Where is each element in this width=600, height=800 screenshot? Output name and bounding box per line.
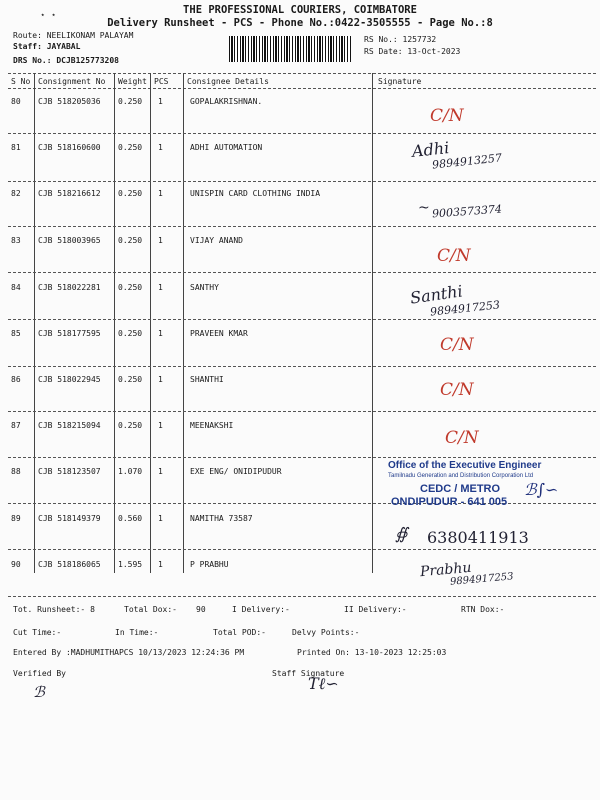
ii-delivery: II Delivery:- [344, 605, 407, 614]
col-header-consignee: Consignee Details [187, 77, 269, 86]
row-weight: 1.070 [118, 467, 143, 476]
col-divider [34, 73, 35, 573]
row-sno: 88 [11, 467, 21, 476]
row-pcs: 1 [158, 189, 163, 198]
row-signature: 6380411913 [427, 528, 529, 547]
row-pcs: 1 [158, 514, 163, 523]
rs-number: RS No.: 1257732 [364, 35, 437, 44]
row-separator [8, 411, 596, 412]
signature-scribble: Santhi [408, 281, 464, 308]
row-pcs: 1 [158, 97, 163, 106]
delvy-points: Delvy Points:- [292, 628, 360, 637]
row-pcs: 1 [158, 375, 163, 384]
col-header-weight: Weight [118, 77, 147, 86]
signature-scribble: Adhi [411, 138, 451, 161]
rs-date: RS Date: 13-Oct-2023 [364, 47, 461, 56]
row-consignee: NAMITHA 73587 [190, 514, 253, 523]
rtn-dox: RTN Dox:- [461, 605, 505, 614]
row-separator [8, 226, 596, 227]
staff-label: Staff: JAYABAL [13, 42, 81, 51]
total-dox-label: Total Dox:- [124, 605, 177, 614]
total-dox-value: 90 [196, 605, 206, 614]
row-weight: 0.560 [118, 514, 143, 523]
row-signature: 9894917253 [429, 298, 501, 319]
row-pcs: 1 [158, 421, 163, 430]
row-consignee: PRAVEEN KMAR [190, 329, 248, 338]
row-consignee: P PRABHU [190, 560, 229, 569]
row-signature: C/N [430, 106, 464, 126]
row-signature: C/N [440, 380, 474, 400]
scribble-mark: ⋆ ⋆ [40, 11, 57, 21]
row-signature: 9894913257 [431, 151, 503, 172]
row-pcs: 1 [158, 236, 163, 245]
row-sno: 89 [11, 514, 21, 523]
row-signature: C/N [445, 428, 479, 448]
runsheet-subtitle: Delivery Runsheet - PCS - Phone No.:0422-3505555 - Page No.:8 [107, 17, 493, 29]
row-consignment-no: CJB 518003965 [38, 236, 101, 245]
row-consignment-no: CJB 518160600 [38, 143, 101, 152]
row-weight: 0.250 [118, 189, 143, 198]
row-consignee: UNISPIN CARD CLOTHING INDIA [190, 189, 321, 198]
staff-signature-scribble: Tℓ∽ [308, 674, 339, 693]
i-delivery: I Delivery:- [232, 605, 290, 614]
row-pcs: 1 [158, 283, 163, 292]
row-weight: 0.250 [118, 375, 143, 384]
row-sno: 82 [11, 189, 21, 198]
row-separator [8, 272, 596, 273]
route-label: Route: NEELIKONAM PALAYAM [13, 31, 134, 40]
row-signature: 9894917253 [449, 571, 514, 588]
row-separator [8, 181, 596, 182]
cut-time: Cut Time:- [13, 628, 62, 637]
table-bottom-line [8, 596, 596, 597]
signature-scribble: Prabhu [419, 559, 473, 581]
row-consignment-no: CJB 518215094 [38, 421, 101, 430]
row-consignee: GOPALAKRISHNAN. [190, 97, 263, 106]
verifier-initials: ℬ [33, 683, 45, 701]
row-signature: 9003573374 [431, 202, 503, 221]
row-consignment-no: CJB 518186065 [38, 560, 101, 569]
row-sno: 80 [11, 97, 21, 106]
row-weight: 1.595 [118, 560, 143, 569]
in-time: In Time:- [115, 628, 159, 637]
row-consignee: VIJAY ANAND [190, 236, 243, 245]
staff-signature-label: Staff Signature [272, 669, 345, 678]
row-sno: 87 [11, 421, 21, 430]
row-pcs: 1 [158, 143, 163, 152]
entered-by: Entered By :MADHUMITHAPCS 10/13/2023 12:24:36 PM [13, 648, 245, 657]
row-separator [8, 366, 596, 367]
row-weight: 0.250 [118, 421, 143, 430]
stamp-line-3: CEDC / METRO [420, 483, 501, 495]
stamp-line-2: Tamilnadu Generation and Distribution Corporation Ltd [388, 473, 534, 479]
col-header-pcs: PCS [154, 77, 169, 86]
row-sno: 85 [11, 329, 21, 338]
row-consignee: ADHI AUTOMATION [190, 143, 263, 152]
row-sno: 86 [11, 375, 21, 384]
col-header-consignment: Consignment No [38, 77, 106, 86]
row-weight: 0.250 [118, 143, 143, 152]
row-signature: C/N [437, 246, 471, 266]
table-header-line [8, 88, 596, 89]
row-consignment-no: CJB 518022945 [38, 375, 101, 384]
row-consignment-no: CJB 518216612 [38, 189, 101, 198]
row-sno: 84 [11, 283, 21, 292]
row-weight: 0.250 [118, 236, 143, 245]
row-separator [8, 133, 596, 134]
col-divider [372, 73, 373, 573]
row-consignment-no: CJB 518022281 [38, 283, 101, 292]
row-separator [8, 457, 596, 458]
tot-runsheet: Tot. Runsheet:- 8 [13, 605, 95, 614]
row-consignment-no: CJB 518123507 [38, 467, 101, 476]
row-pcs: 1 [158, 467, 163, 476]
col-header-sno: S No [11, 77, 31, 86]
row-separator [8, 503, 596, 504]
row-consignee: SANTHY [190, 283, 219, 292]
row-sno: 90 [11, 560, 21, 569]
stamp-line-1: Office of the Executive Engineer [388, 460, 542, 471]
row-consignee: EXE ENG/ ONIDIPUDUR [190, 467, 282, 476]
row-weight: 0.250 [118, 329, 143, 338]
stamp-line-4: ONDIPUDUR - 641 005 [391, 496, 508, 508]
company-title: THE PROFESSIONAL COURIERS, COIMBATORE [183, 4, 417, 16]
signature-scribble: ∯ [395, 524, 408, 543]
barcode [229, 36, 351, 62]
verified-by: Verified By [13, 669, 66, 678]
row-weight: 0.250 [118, 283, 143, 292]
col-divider [150, 73, 151, 573]
row-pcs: 1 [158, 560, 163, 569]
col-header-signature: Signature [378, 77, 422, 86]
table-top-line [8, 73, 596, 74]
row-sno: 83 [11, 236, 21, 245]
row-consignment-no: CJB 518177595 [38, 329, 101, 338]
row-separator [8, 549, 596, 550]
total-pod: Total POD:- [213, 628, 266, 637]
col-divider [114, 73, 115, 573]
row-weight: 0.250 [118, 97, 143, 106]
row-sno: 81 [11, 143, 21, 152]
signature-scribble: ℬ∫∽ [524, 480, 559, 499]
row-pcs: 1 [158, 329, 163, 338]
row-consignment-no: CJB 518149379 [38, 514, 101, 523]
drs-number: DRS No.: DCJB125773208 [13, 56, 119, 65]
row-consignee: MEENAKSHI [190, 421, 234, 430]
row-separator [8, 319, 596, 320]
row-signature: C/N [440, 335, 474, 355]
col-divider [183, 73, 184, 573]
signature-scribble: ~ [418, 200, 430, 216]
row-consignee: SHANTHI [190, 375, 224, 384]
printed-on: Printed On: 13-10-2023 12:25:03 [297, 648, 447, 657]
row-consignment-no: CJB 518205036 [38, 97, 101, 106]
